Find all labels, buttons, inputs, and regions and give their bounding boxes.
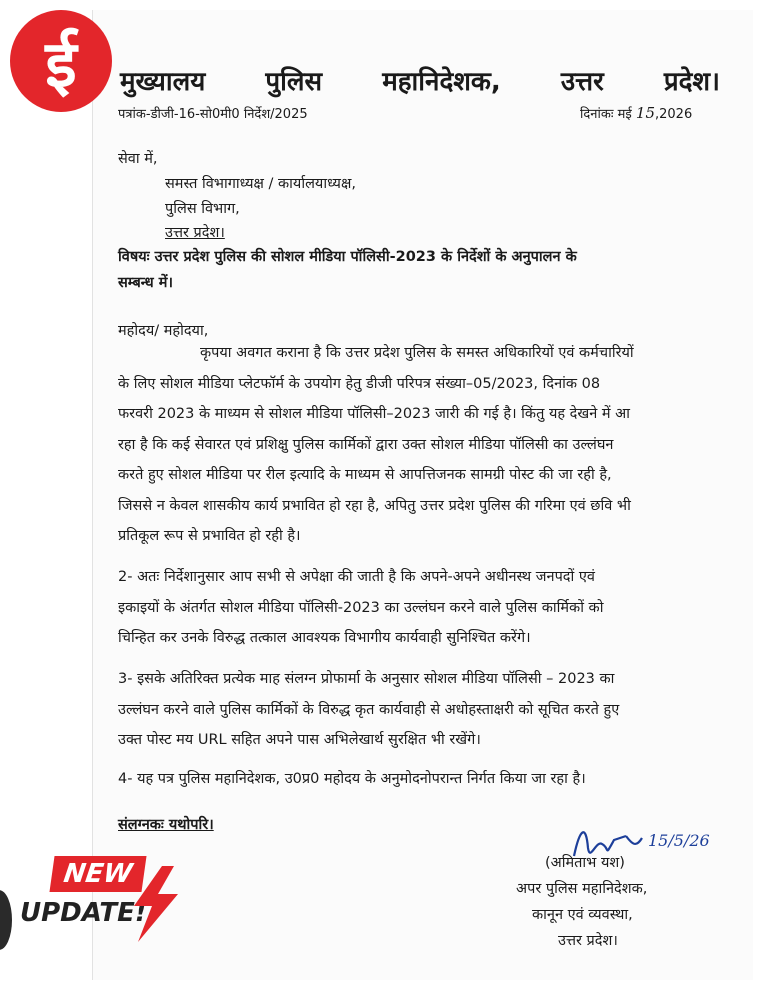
header-word: महानिदेशक, — [382, 67, 501, 97]
subject-line: सम्बन्ध में। — [118, 275, 173, 291]
date-day: 15 — [635, 104, 655, 122]
paragraph-line: जिससे न केवल शासकीय कार्य प्रभावित हो रहा है, अपितु उत्तर प्रदेश पुलिस की गरिमा एवं छवि भी — [118, 497, 631, 514]
paragraph-line: प्रतिकूल रूप से प्रभावित हो रही है। — [118, 528, 301, 544]
paragraph-line: 2- अतः निर्देशानुसार आप सभी से अपेक्षा की जाती है कि अपने-अपने अधीनस्थ जनपदों एवं — [118, 569, 595, 585]
new-badge-label: NEW — [61, 859, 135, 889]
date-year: ,2026 — [655, 107, 693, 122]
paragraph-line: करते हुए सोशल मीडिया पर रील इत्यादि के माध्यम से आपत्तिजनक सामग्री पोस्ट की जा रही है, — [118, 467, 612, 483]
header-word: मुख्यालय — [120, 67, 206, 97]
paragraph-line: इकाइयों के अंतर्गत सोशल मीडिया पॉलिसी-2023 का उल्लंघन करने वाले पुलिस कार्मिकों को — [118, 599, 604, 616]
signatory-name: (अमिताभ यश) — [545, 855, 625, 871]
logo-glyph: ई — [45, 27, 77, 102]
paragraph-3 — [118, 664, 716, 756]
paragraph-1 — [118, 338, 716, 552]
paragraph-4 — [118, 764, 716, 795]
signatory-designation: उत्तर प्रदेश। — [558, 933, 618, 949]
subject-line: विषयः उत्तर प्रदेश पुलिस की सोशल मीडिया पॉलिसी-2023 के निर्देशों के अनुपालन के — [118, 249, 577, 265]
signature-date: 15/5/26 — [648, 831, 710, 850]
overlay-edge — [0, 890, 12, 950]
enclosure-note: संलग्नकः यथोपरि। — [118, 817, 214, 833]
logo — [10, 10, 112, 112]
update-badge-label: UPDATE! — [20, 898, 147, 928]
header-word: प्रदेश। — [663, 67, 720, 97]
address-line: पुलिस विभाग, — [165, 201, 240, 217]
paragraph-line: उक्त पोस्ट मय URL सहित अपने पास अभिलेखार्थ सुरक्षित भी रखेंगे। — [118, 732, 481, 748]
paragraph-line: 3- इसके अतिरिक्त प्रत्येक माह संलग्न प्रोफार्मा के अनुसार सोशल मीडिया पॉलिसी – 2023 का — [118, 671, 615, 687]
paragraph-line: के लिए सोशल मीडिया प्लेटफॉर्म के उपयोग हेतु डीजी परिपत्र संख्या–05/2023, दिनांक 08 — [118, 375, 601, 392]
address-to: सेवा में, — [118, 151, 158, 167]
reference-number: पत्रांक-डीजी-16-सो0मी0 निर्देश/2025 — [118, 107, 308, 122]
paragraph-line: चिन्हित कर उनके विरुद्ध तत्काल आवश्यक विभागीय कार्यवाही सुनिश्चित करेंगे। — [118, 630, 531, 646]
salutation: महोदय/ महोदया, — [118, 323, 209, 339]
paragraph-line: फरवरी 2023 के माध्यम से सोशल मीडिया पॉलिसी–2023 जारी की गई है। किंतु यह देखने में आ — [118, 406, 630, 422]
paragraph-2 — [118, 562, 716, 654]
paragraph-line: 4- यह पत्र पुलिस महानिदेशक, उ0प्र0 महोदय के अनुमोदनोपरान्त निर्गत किया जा रहा है। — [118, 771, 586, 787]
letterhead-title — [120, 62, 720, 98]
date-label: दिनांकः मई — [580, 107, 632, 122]
paragraph-line: कृपया अवगत कराना है कि उत्तर प्रदेश पुलिस के समस्त अधिकारियों एवं कर्मचारियों — [200, 345, 634, 361]
signatory-designation: अपर पुलिस महानिदेशक, — [516, 881, 648, 897]
address-line: समस्त विभागाध्यक्ष / कार्यालयाध्यक्ष, — [165, 176, 356, 192]
address-line: उत्तर प्रदेश। — [165, 225, 225, 241]
paragraph-line: रहा है कि कई सेवारत एवं प्रशिक्षु पुलिस कार्मिकों द्वारा उक्त सोशल मीडिया पॉलिसी का उल्लंघन — [118, 436, 614, 453]
lightning-icon — [126, 866, 184, 942]
letter-date — [580, 104, 692, 122]
paragraph-line: उल्लंघन करने वाले पुलिस कार्मिकों के विरुद्ध कृत कार्यवाही से अधोहस्ताक्षरी को सूचित करते हुए — [118, 701, 620, 718]
signatory-designation: कानून एवं व्यवस्था, — [532, 907, 633, 923]
header-word: उत्तर — [560, 67, 604, 97]
header-word: पुलिस — [265, 67, 323, 97]
